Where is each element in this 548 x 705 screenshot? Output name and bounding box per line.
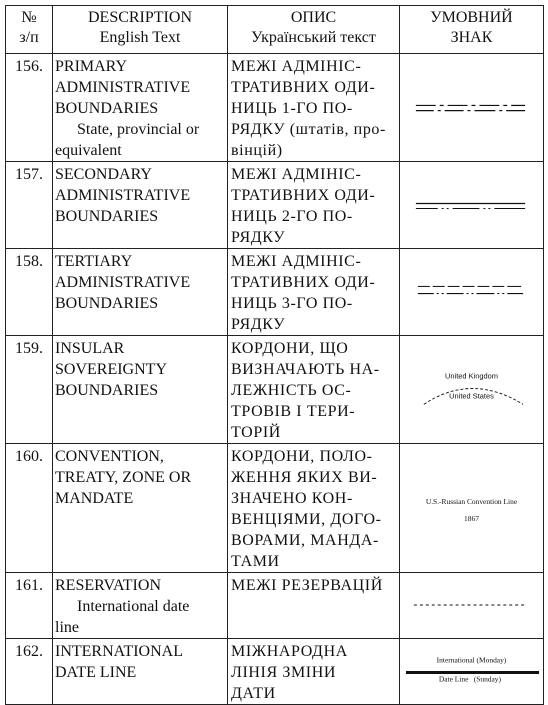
row-number: 161. — [6, 573, 53, 639]
ukrainian-line: ЛЕЖНІСТЬ ОС- — [231, 382, 352, 399]
description-english — [53, 444, 228, 573]
header-opys-line1: ОПИС — [290, 9, 337, 26]
ukrainian-line: МЕЖІ РЕЗЕРВАЦІЙ — [231, 577, 383, 594]
description-english — [53, 336, 228, 444]
symbol-primary-boundary — [400, 54, 544, 162]
header-sign-line1: УМОВНИЙ — [430, 9, 513, 26]
ukrainian-line: КОРДОНИ, ПОЛО- — [231, 448, 373, 465]
description-note: International date — [77, 598, 190, 615]
description-ukrainian — [228, 336, 400, 444]
description-english — [53, 639, 228, 705]
ukrainian-line: МЕЖІ АДМІНІС- — [231, 166, 362, 183]
date-line-symbol-icon — [400, 639, 543, 704]
description-line: TERTIARY — [55, 253, 133, 270]
description-line: PRIMARY — [55, 58, 128, 75]
symbol-label-sunday: (Sunday) — [473, 674, 502, 684]
ukrainian-line: ЛІНІЯ ЗМІНИ — [231, 664, 337, 681]
ukrainian-line: ТРАТИВНИХ ОДИ- — [231, 274, 376, 291]
description-ukrainian — [228, 54, 400, 162]
description-english — [53, 573, 228, 639]
description-line: RESERVATION — [55, 577, 161, 594]
ukrainian-line: ТОРІЙ — [231, 424, 281, 441]
description-line: ADMINISTRATIVE — [55, 79, 191, 96]
row-number: 156. — [6, 54, 53, 162]
description-ukrainian — [228, 444, 400, 573]
description-line: TREATY, ZONE OR — [55, 469, 192, 486]
description-line: CONVENTION, — [55, 448, 164, 465]
table-row — [6, 444, 544, 573]
ukrainian-line: РЯДКУ — [231, 229, 286, 246]
header-description — [53, 6, 228, 54]
row-number: 158. — [6, 249, 53, 336]
symbol-tertiary-boundary — [400, 249, 544, 336]
symbol-label-convention: U.S.-Russian Convention Line — [425, 497, 518, 507]
ukrainian-line: МЕЖІ АДМІНІС- — [231, 253, 362, 270]
description-line: SOVEREIGNTY — [55, 361, 167, 378]
row-number: 157. — [6, 162, 53, 249]
table-row — [6, 162, 544, 249]
ukrainian-line: ТРАТИВНИХ ОДИ- — [231, 187, 376, 204]
table-row — [6, 336, 544, 444]
symbol-secondary-boundary — [400, 162, 544, 249]
description-note: State, provincial or — [77, 121, 200, 138]
ukrainian-line: ЖЕННЯ ЯКИХ ВИ- — [231, 469, 378, 486]
description-line: BOUNDARIES — [55, 208, 159, 225]
ukrainian-line: НИЦЬ 2-ГО ПО- — [231, 208, 353, 225]
header-number-line1: № — [21, 9, 37, 26]
symbol-table — [5, 5, 544, 705]
ukrainian-line: ТАМИ — [231, 553, 280, 570]
ukrainian-line: ВЕНЦІЯМИ, ДОГО- — [231, 511, 382, 528]
ukrainian-line: вінцій) — [231, 142, 283, 159]
description-ukrainian — [228, 162, 400, 249]
secondary-boundary-symbol-icon — [400, 162, 543, 248]
description-ukrainian — [228, 639, 400, 705]
symbol-label-year: 1867 — [464, 513, 479, 523]
primary-boundary-symbol-icon — [400, 54, 543, 161]
ukrainian-line: МІЖНАРОДНА — [231, 643, 348, 660]
description-ukrainian — [228, 249, 400, 336]
description-line: SECONDARY — [55, 166, 152, 183]
symbol-convention-line — [400, 444, 544, 573]
header-opys-line2: Український текст — [251, 29, 376, 46]
description-line: BOUNDARIES — [55, 295, 159, 312]
ukrainian-line: РЯДКУ — [231, 316, 286, 333]
ukrainian-line: КОРДОНИ, ЩО — [231, 340, 349, 357]
convention-line-symbol-icon — [400, 444, 543, 572]
symbol-reservation — [400, 573, 544, 639]
table-row — [6, 249, 544, 336]
header-opys — [228, 6, 400, 54]
ukrainian-line: ДАТИ — [231, 685, 276, 702]
description-english — [53, 162, 228, 249]
table-row — [6, 639, 544, 705]
description-ukrainian — [228, 573, 400, 639]
description-english — [53, 54, 228, 162]
description-line: ADMINISTRATIVE — [55, 274, 191, 291]
description-line: MANDATE — [55, 490, 134, 507]
header-description-line2: English Text — [99, 29, 181, 46]
symbol-label-lower: United States — [449, 391, 494, 401]
symbol-international-date-line — [400, 639, 544, 705]
symbol-label-upper: United Kingdom — [445, 371, 498, 381]
description-note: line — [55, 619, 79, 636]
table-row — [6, 54, 544, 162]
row-number: 162. — [6, 639, 53, 705]
description-english — [53, 249, 228, 336]
description-note: equivalent — [55, 142, 122, 159]
table-row — [6, 573, 544, 639]
ukrainian-line: ВОРАМИ, МАНДА- — [231, 532, 379, 549]
description-line: DATE LINE — [55, 664, 137, 681]
tertiary-boundary-symbol-icon — [400, 249, 543, 335]
header-sign-line2: ЗНАК — [450, 29, 493, 46]
ukrainian-line: ТРАТИВНИХ ОДИ- — [231, 79, 376, 96]
header-sign — [400, 6, 544, 54]
header-number — [6, 6, 53, 54]
header-description-line1: DESCRIPTION — [87, 9, 192, 26]
symbol-insular-sovereignty — [400, 336, 544, 444]
ukrainian-line: РЯДКУ (штатів, про- — [231, 121, 386, 138]
symbol-label-monday: International (Monday) — [436, 655, 507, 665]
description-line: INTERNATIONAL — [55, 643, 183, 660]
symbol-label-dateline: Date Line — [438, 674, 469, 684]
description-line: BOUNDARIES — [55, 382, 159, 399]
description-line: BOUNDARIES — [55, 100, 159, 117]
table-header-row — [6, 6, 544, 54]
description-line: ADMINISTRATIVE — [55, 187, 191, 204]
header-number-line2: з/п — [19, 29, 39, 46]
ukrainian-line: МЕЖІ АДМІНІС- — [231, 58, 362, 75]
description-line: INSULAR — [55, 340, 125, 357]
reservation-symbol-icon — [400, 573, 543, 638]
row-number: 160. — [6, 444, 53, 573]
ukrainian-line: НИЦЬ 3-ГО ПО- — [231, 295, 353, 312]
ukrainian-line: ЗНАЧЕНО КОН- — [231, 490, 353, 507]
row-number: 159. — [6, 336, 53, 444]
ukrainian-line: ТРОВІВ І ТЕРИ- — [231, 403, 356, 420]
ukrainian-line: ВИЗНАЧАЮТЬ НА- — [231, 361, 380, 378]
insular-sovereignty-symbol-icon — [400, 336, 543, 443]
ukrainian-line: НИЦЬ 1-ГО ПО- — [231, 100, 353, 117]
